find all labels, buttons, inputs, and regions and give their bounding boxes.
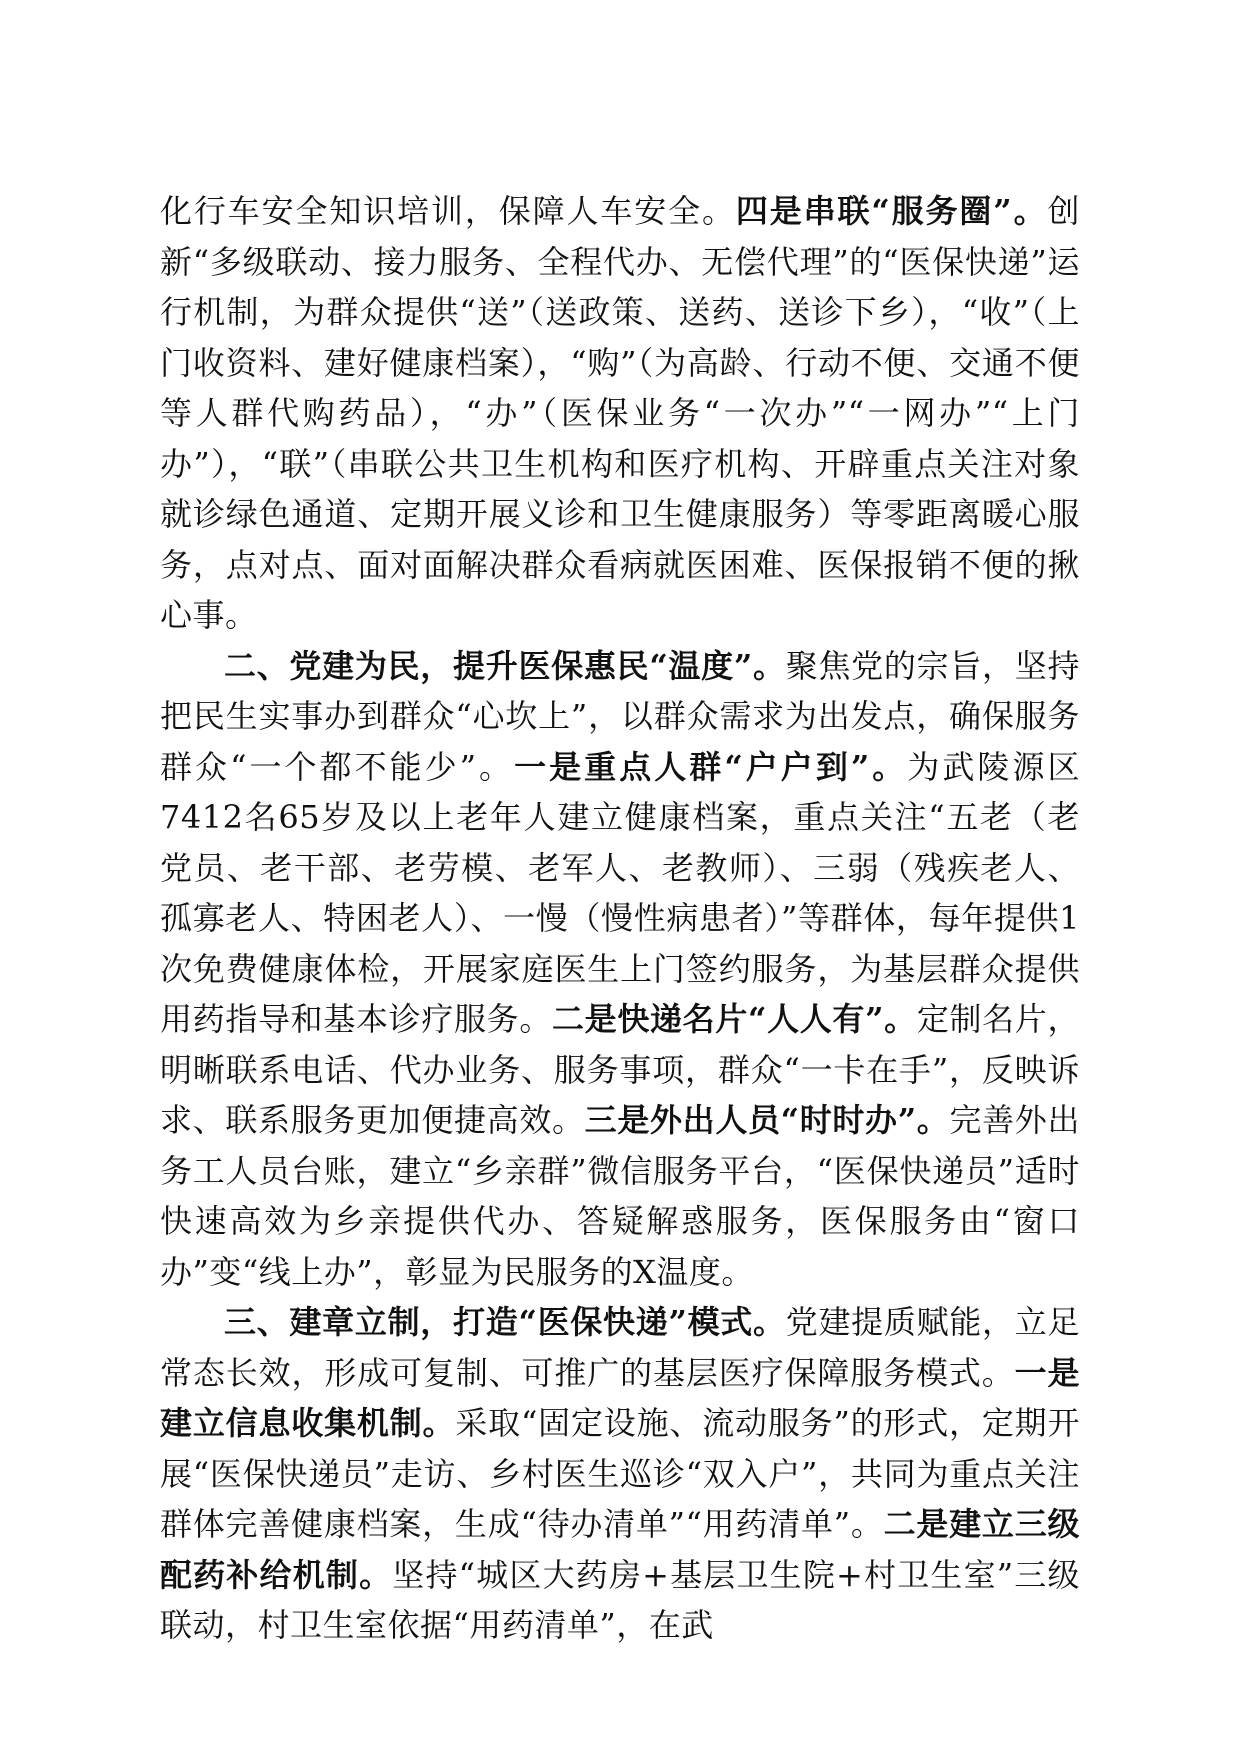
bold-heading-segment: 二是快递名片“人人有”。: [552, 1000, 917, 1038]
text-segment: 创新“多级联动、接力服务、全程代办、无偿代理”的“医保快递”运行机制，为群众提供“送”（送政策、送药、送诊下乡），“收”（上门收资料、建好健康档案），“购”（为高龄、行动不便、交通不便等人群代购药品），“办”（医保业务“一次办”“一网办”“上门办”），“联”（串联公共卫生机构和医疗机构、开辟重点关注对象就诊绿色通道、定期开展义诊和卫生健康服务）等零距离暖心服务，点对点、面对面解决群众看病就医困难、医保报销不便的揪心事。: [160, 192, 1080, 634]
document-page: [160, 186, 1080, 1651]
text-segment: 为武陵源区7412名65岁及以上老年人建立健康档案，重点关注“五老（老党员、老干部、老劳模、老军人、老教师）、三弱（残疾老人、孤寡老人、特困老人）、一慢（慢性病患者）”等群体，每年提供1次免费健康体检，开展家庭医生上门签约服务，为基层群众提供用药指导和基本诊疗服务。: [160, 747, 1080, 1038]
paragraph-section-three: [160, 1297, 1080, 1651]
section-heading: 二、党建为民，提升医保惠民“温度”。: [224, 646, 786, 685]
bold-heading-segment: 一是重点人群“户户到”。: [514, 747, 908, 786]
bold-heading-segment: 三是外出人员“时时办”。: [584, 1101, 950, 1139]
text-segment: 采取“固定设施、流动服务”的形式，定期开展“医保快递员”走访、乡村医生巡诊“双入户”，共同为重点关注群体完善健康档案，生成“待办清单”“用药清单”。: [160, 1404, 1080, 1543]
text-segment: 定制名片，明晰联系电话、代办业务、服务事项，群众“一卡在手”，反映诉求、联系服务更加便捷高效。: [160, 1000, 1080, 1139]
text-segment: 化行车安全知识培训，保障人车安全。: [160, 192, 736, 230]
bold-heading-segment: 四是串联“服务圈”。: [735, 192, 1048, 230]
section-heading: 三、建章立制，打造“医保快递”模式。: [224, 1303, 786, 1341]
bold-heading-segment: 一是建立信息收集机制。: [160, 1353, 1080, 1442]
bold-heading-segment: 二是建立三级配药补给机制。: [160, 1505, 1080, 1594]
text-segment: 党建提质赋能，立足常态长效，形成可复制、可推广的基层医疗保障服务模式。: [160, 1303, 1080, 1392]
paragraph-intro-continuation: [160, 186, 1080, 641]
paragraph-section-two: [160, 641, 1080, 1298]
text-segment: 聚焦党的宗旨，坚持把民生实事办到群众“心坎上”，以群众需求为出发点，确保服务群众“一个都不能少”。: [160, 646, 1080, 786]
text-segment: 坚持“城区大药房+基层卫生院+村卫生室”三级联动，村卫生室依据“用药清单”，在武: [160, 1555, 1080, 1644]
text-segment: 完善外出务工人员台账，建立“乡亲群”微信服务平台，“医保快递员”适时快速高效为乡亲提供代办、答疑解惑服务，医保服务由“窗口办”变“线上办”，彰显为民服务的X温度。: [160, 1101, 1080, 1291]
